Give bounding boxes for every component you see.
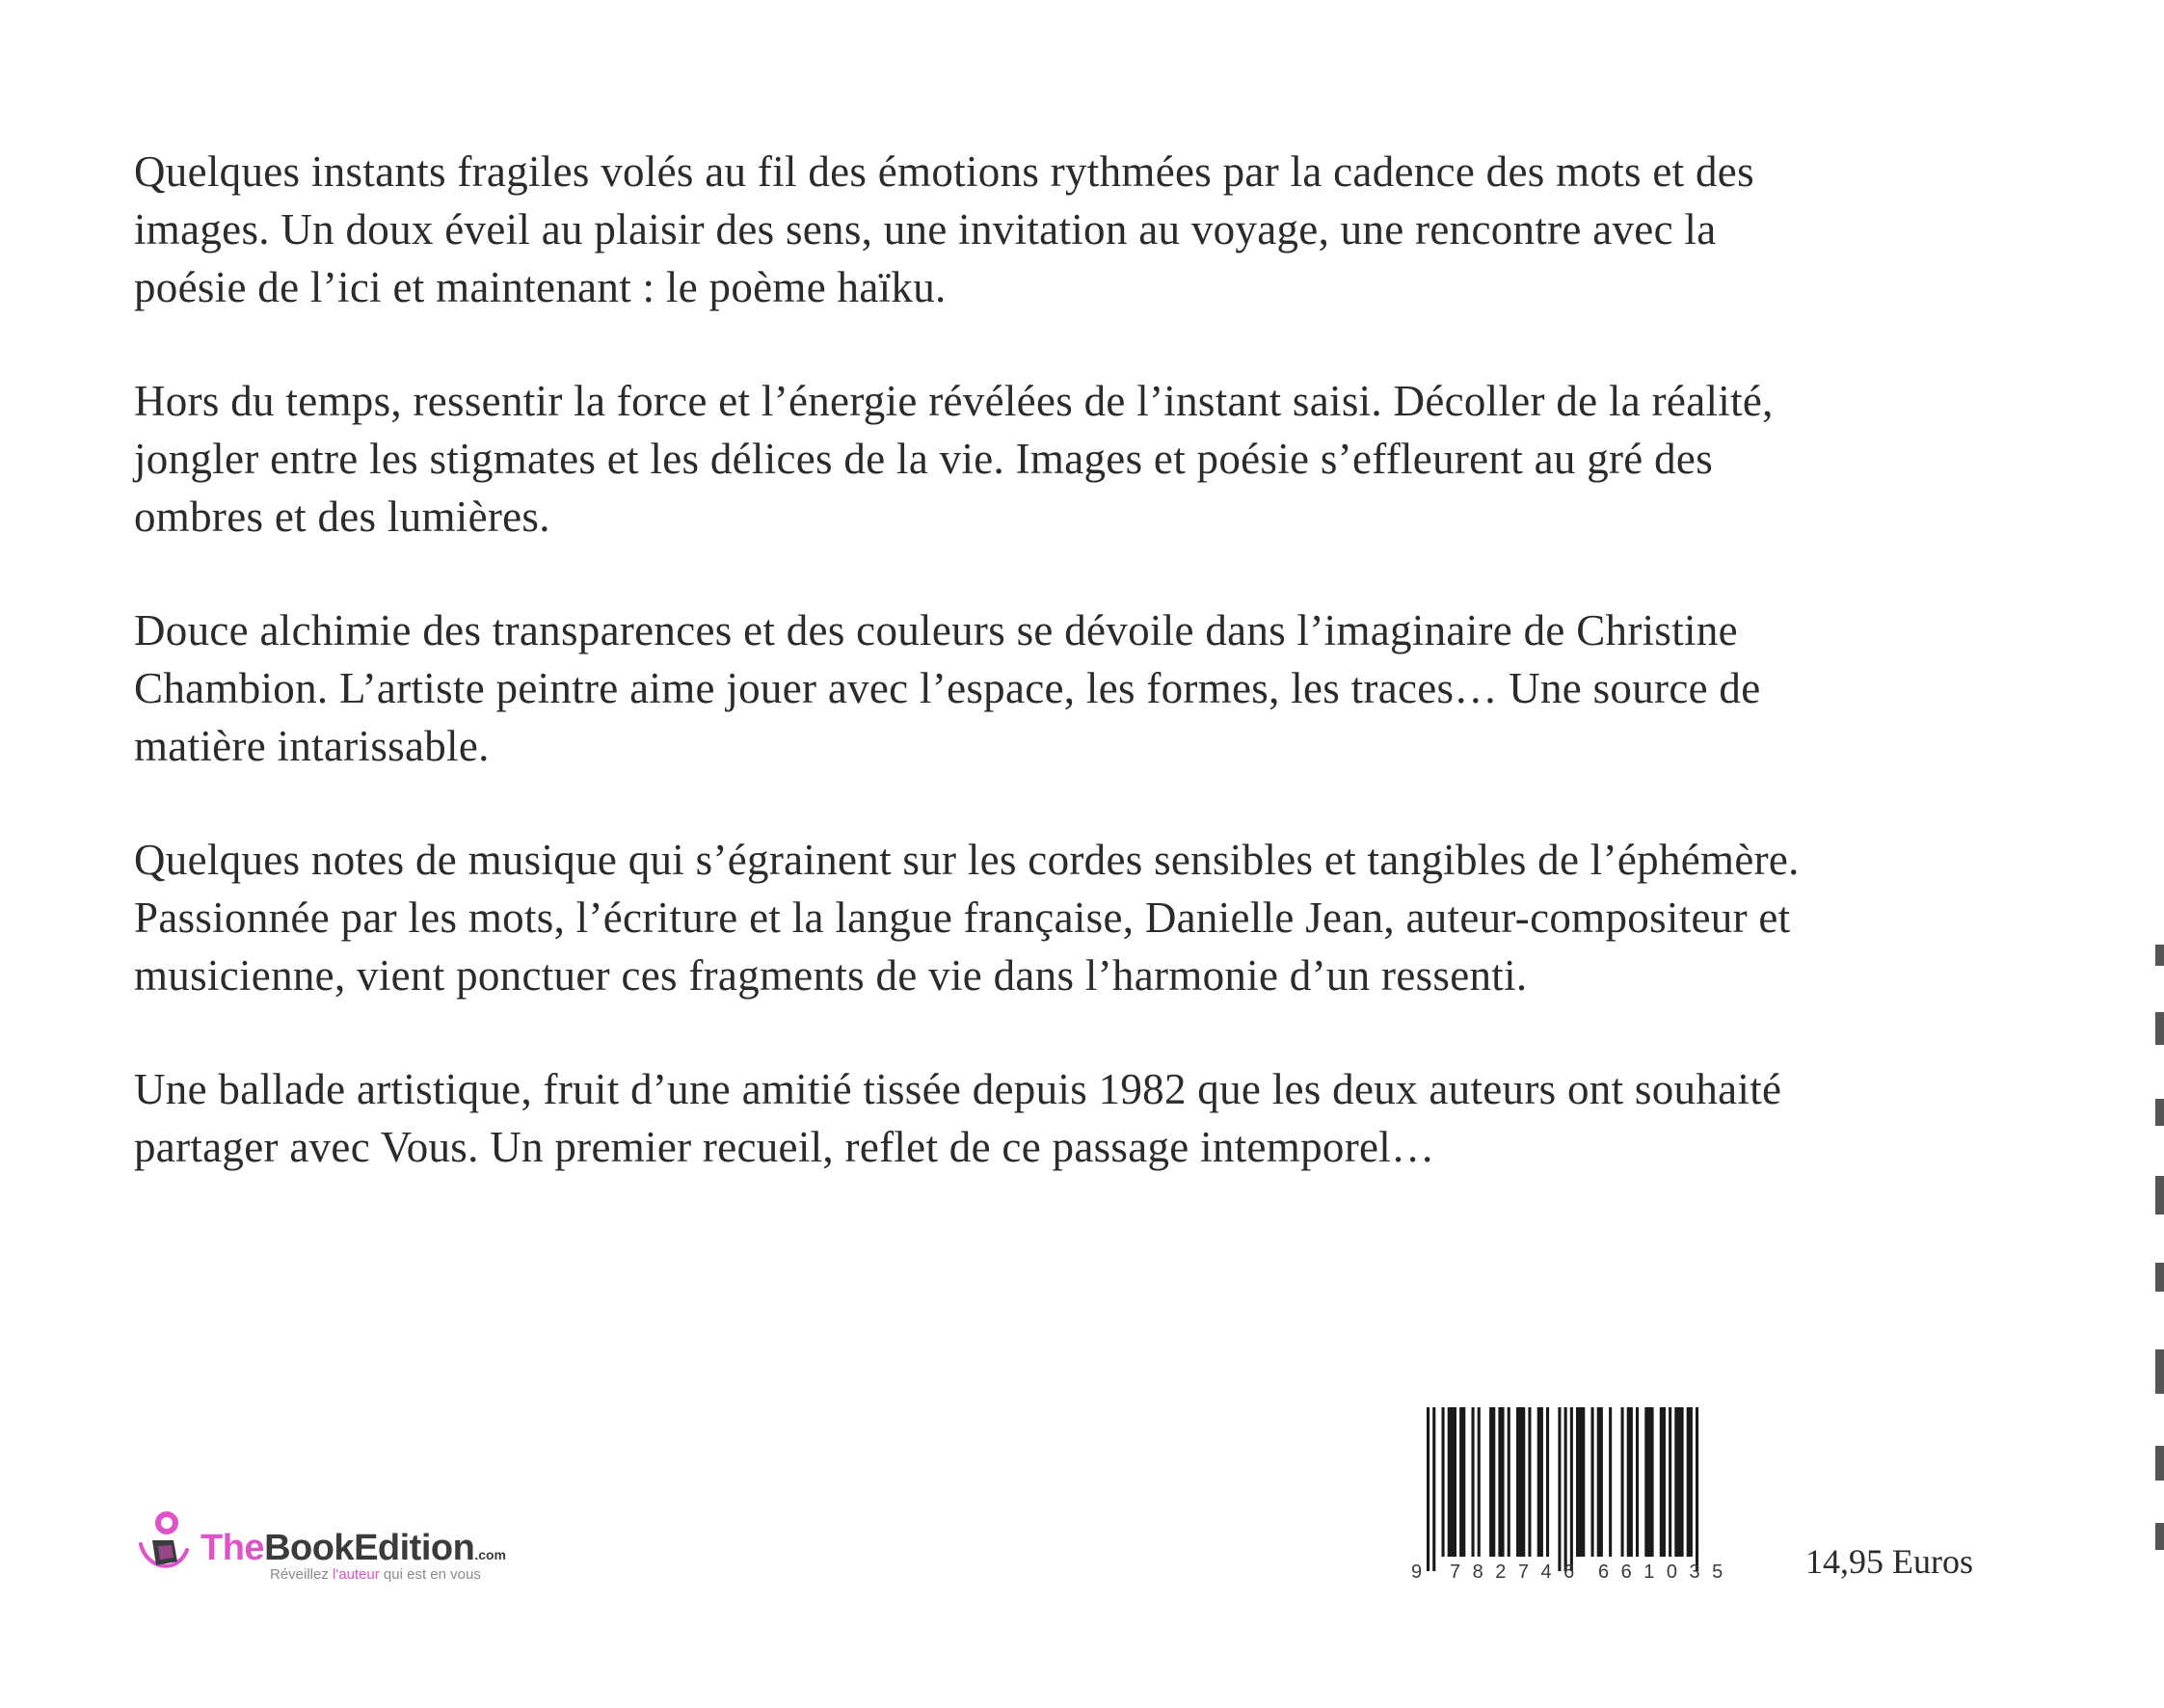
barcode-first-digit: 9: [1411, 1561, 1423, 1583]
logo-bookedition-text: BookEdition: [264, 1528, 475, 1568]
barcode-bar: [1528, 1407, 1531, 1557]
barcode-right-group: 661035: [1598, 1561, 1735, 1583]
blurb-paragraph: [134, 831, 2009, 1004]
barcode-bar: [1674, 1407, 1683, 1557]
text-line: ombres et des lumières.: [134, 493, 550, 541]
publisher-logo: [133, 1511, 557, 1588]
barcode-bar: [1478, 1407, 1481, 1557]
barcode-bar: [1644, 1407, 1653, 1557]
barcode-bar: [1432, 1407, 1435, 1571]
text-line: Quelques notes de musique qui s’égrainent sur les cordes sensibles et tangibles de l’éphémère.: [134, 836, 1800, 884]
text-line: musicienne, vient ponctuer ces fragments de vie dans l’harmonie d’un ressenti.: [134, 951, 1528, 1000]
barcode-bar: [1636, 1407, 1639, 1557]
spine-edge-marks: [2151, 945, 2164, 1561]
barcode-bar: [1489, 1407, 1495, 1557]
barcode-bar: [1597, 1407, 1603, 1557]
barcode-bar: [1576, 1407, 1585, 1557]
text-line: images. Un doux éveil au plaisir des sens, une invitation au voyage, une rencontre avec la: [134, 205, 1717, 254]
text-line: Une ballade artistique, fruit d’une amitié tissée depuis 1982 que les deux auteurs ont souhaité: [134, 1065, 1782, 1113]
barcode-bar: [1459, 1407, 1465, 1557]
barcode-bar: [1558, 1407, 1561, 1571]
logo-the-text: The: [200, 1528, 265, 1568]
barcode-bar: [1442, 1407, 1445, 1557]
isbn-barcode: [1407, 1407, 1754, 1587]
barcode-bar: [1687, 1407, 1693, 1557]
blurb-text: [134, 143, 2009, 1232]
barcode-bar: [1546, 1407, 1549, 1557]
barcode-bar: [1627, 1407, 1633, 1557]
text-line: Chambion. L’artiste peintre aime jouer avec l’espace, les formes, les traces… Une source de: [134, 664, 1761, 712]
text-line: Douce alchimie des transparences et des couleurs se dévoile dans l’imaginaire de Christine: [134, 606, 1738, 654]
text-line: partager avec Vous. Un premier recueil, reflet de ce passage intemporel…: [134, 1123, 1435, 1171]
logo-figure-icon: [133, 1511, 193, 1579]
barcode-bar: [1696, 1407, 1698, 1571]
text-line: Quelques instants fragiles volés au fil des émotions rythmées par la cadence des mots et des: [134, 147, 1754, 196]
text-line: matière intarissable.: [134, 722, 490, 770]
barcode-bar: [1669, 1407, 1671, 1557]
barcode-bar: [1472, 1407, 1475, 1557]
barcode-bar: [1564, 1407, 1567, 1571]
tagline-before: Réveillez: [270, 1566, 334, 1583]
text-line: jongler entre les stigmates et les délices de la vie. Images et poésie s’effleurent au gré des: [134, 435, 1714, 483]
barcode-bar: [1498, 1407, 1504, 1557]
blurb-paragraph: [134, 372, 2009, 546]
barcode-bar: [1621, 1407, 1624, 1557]
blurb-paragraph: [134, 601, 2009, 775]
barcode-bar: [1660, 1407, 1666, 1557]
logo-com-text: .com: [474, 1547, 507, 1562]
barcode-bar: [1609, 1407, 1612, 1557]
barcode-bars: [1407, 1407, 1754, 1571]
text-line: poésie de l’ici et maintenant : le poème haïku.: [134, 263, 947, 311]
blurb-paragraph: [134, 1060, 2009, 1176]
barcode-bar: [1508, 1407, 1510, 1557]
barcode-bar: [1448, 1407, 1456, 1557]
barcode-bar: [1591, 1407, 1594, 1557]
blurb-paragraph: [134, 143, 2009, 316]
text-line: Passionnée par les mots, l’écriture et la langue française, Danielle Jean, auteur-compositeur et: [134, 894, 1791, 942]
barcode-left-group: 782746: [1450, 1561, 1587, 1583]
barcode-bar: [1570, 1407, 1573, 1571]
barcode-bar: [1516, 1407, 1525, 1557]
barcode-digits: [1407, 1561, 1754, 1587]
tagline-highlight: l'auteur: [333, 1566, 380, 1583]
logo-tagline: [270, 1567, 481, 1583]
text-line: Hors du temps, ressentir la force et l’énergie révélées de l’instant saisi. Décoller de la réalité,: [134, 377, 1774, 425]
barcode-bar: [1537, 1407, 1543, 1557]
tagline-after: qui est en vous: [379, 1566, 481, 1583]
price-label: 14,95 Euros: [1805, 1542, 1973, 1581]
barcode-bar: [1427, 1407, 1429, 1571]
